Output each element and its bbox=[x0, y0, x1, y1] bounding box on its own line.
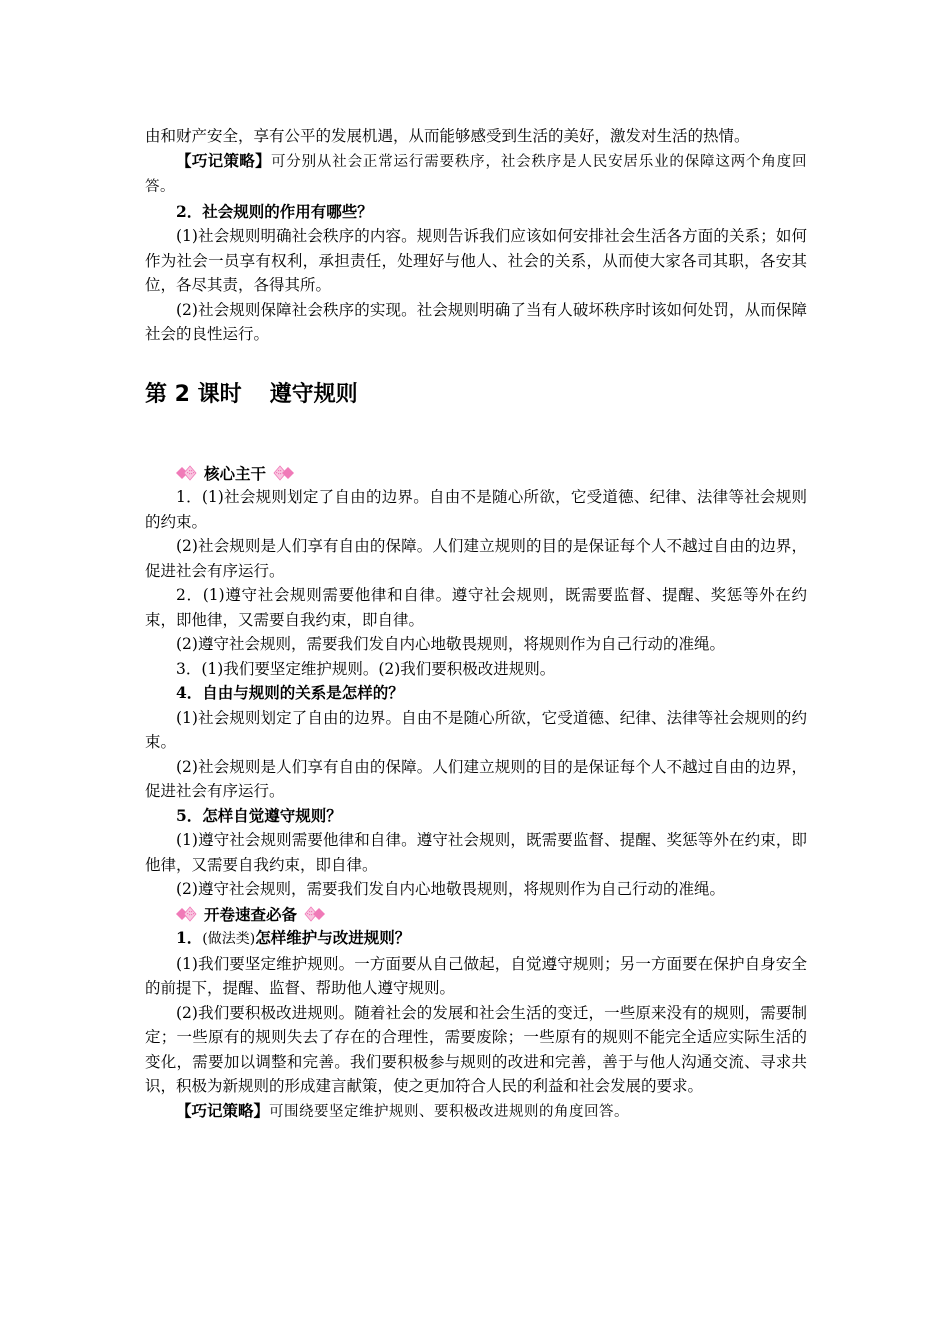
core-paragraph: 2．(1)遵守社会规则需要他律和自律。遵守社会规则，既需要监督、提醒、奖惩等外在约束，即他律，又需要自我约束，即自律。 bbox=[145, 586, 807, 629]
memory-tip bbox=[145, 149, 807, 200]
section-heading-open-book bbox=[176, 902, 807, 927]
answer-paragraph: (1)遵守社会规则需要他律和自律。遵守社会规则，既需要监督、提醒、奖惩等外在约束，即他律，又需要自我约束，即自律。 bbox=[145, 831, 807, 874]
pink-diamond-ornament-icon bbox=[299, 905, 325, 923]
answer-paragraph: (2)社会规则保障社会秩序的实现。社会规则明确了当有人破坏秩序时该如何处罚，从而保障社会的良性运行。 bbox=[145, 300, 807, 343]
question-heading: 4．自由与规则的关系是怎样的？ bbox=[176, 683, 404, 702]
question-heading bbox=[145, 926, 807, 952]
answer-paragraph: (2)遵守社会规则，需要我们发自内心地敬畏规则，将规则作为自己行动的准绳。 bbox=[176, 880, 725, 898]
lesson-name: 遵守规则 bbox=[269, 381, 358, 407]
pink-diamond-ornament-icon bbox=[268, 464, 294, 482]
question-heading: 2．社会规则的作用有哪些？ bbox=[176, 201, 373, 221]
question-type-tag: (做法类) bbox=[202, 931, 256, 947]
lesson-number: 第 2 课时 bbox=[145, 381, 242, 407]
answer-paragraph: (2)我们要积极改进规则。随着社会的发展和社会生活的变迁，一些原来没有的规则，需要制定；一些原有的规则失去了存在的合理性，需要废除；一些原有的规则不能完全适应实际生活的变化，需要加以调整和完善。我们要积极参与规则的改进和完善，善于与他人沟通交流、寻求共识，积极为新规则的形成建言献策，使之更加符合人民的利益和社会发展的要求。 bbox=[145, 1003, 807, 1095]
answer-paragraph: (1)社会规则划定了自由的边界。自由不是随心所欲，它受道德、纪律、法律等社会规则的约束。 bbox=[145, 708, 807, 751]
question-heading: 5．怎样自觉遵守规则？ bbox=[176, 805, 342, 825]
memory-tip-text: 可围绕要坚定维护规则、要积极改进规则的角度回答。 bbox=[269, 1103, 630, 1120]
answer-paragraph: (2)社会规则是人们享有自由的保障。人们建立规则的目的是保证每个人不越过自由的边界，促进社会有序运行。 bbox=[145, 757, 807, 800]
core-paragraph: 3．(1)我们要坚定维护规则。(2)我们要积极改进规则。 bbox=[176, 659, 556, 678]
section-heading-label: 核心主干 bbox=[204, 464, 267, 483]
section-heading-label: 开卷速查必备 bbox=[204, 905, 298, 924]
memory-tip bbox=[145, 1099, 807, 1125]
core-paragraph: (2)社会规则是人们享有自由的保障。人们建立规则的目的是保证每个人不越过自由的边界，促进社会有序运行。 bbox=[145, 537, 807, 580]
question-text: 怎样维护与改进规则？ bbox=[255, 928, 411, 947]
intro-line: 由和财产安全，享有公平的发展机遇，从而能够感受到生活的美好，激发对生活的热情。 bbox=[145, 127, 750, 145]
memory-tip-label: 【巧记策略】 bbox=[176, 150, 271, 170]
memory-tip-label: 【巧记策略】 bbox=[176, 1100, 270, 1120]
answer-paragraph: (1)我们要坚定维护规则。一方面要从自己做起，自觉遵守规则；另一方面要在保护自身安全的前提下，提醒、监督、帮助他人遵守规则。 bbox=[145, 954, 807, 997]
question-number: 1． bbox=[176, 928, 203, 947]
pink-diamond-ornament-icon bbox=[176, 464, 202, 482]
pink-diamond-ornament-icon bbox=[176, 905, 202, 923]
answer-paragraph: (1)社会规则明确社会秩序的内容。规则告诉我们应该如何安排社会生活各方面的关系；如何作为社会一员享有权利，承担责任，处理好与他人、社会的关系，从而使大家各司其职，各安其位，各尽其责，各得其所。 bbox=[145, 227, 807, 294]
memory-tip-text: 可分别从社会正常运行需要秩序，社会秩序是人民安居乐业的保障这两个角度回答。 bbox=[145, 153, 807, 195]
core-paragraph: (2)遵守社会规则，需要我们发自内心地敬畏规则，将规则作为自己行动的准绳。 bbox=[176, 635, 725, 653]
document-page bbox=[145, 124, 807, 1124]
section-heading-core bbox=[176, 461, 807, 486]
core-paragraph: 1．(1)社会规则划定了自由的边界。自由不是随心所欲，它受道德、纪律、法律等社会规则的约束。 bbox=[145, 488, 807, 531]
lesson-title bbox=[145, 375, 807, 415]
